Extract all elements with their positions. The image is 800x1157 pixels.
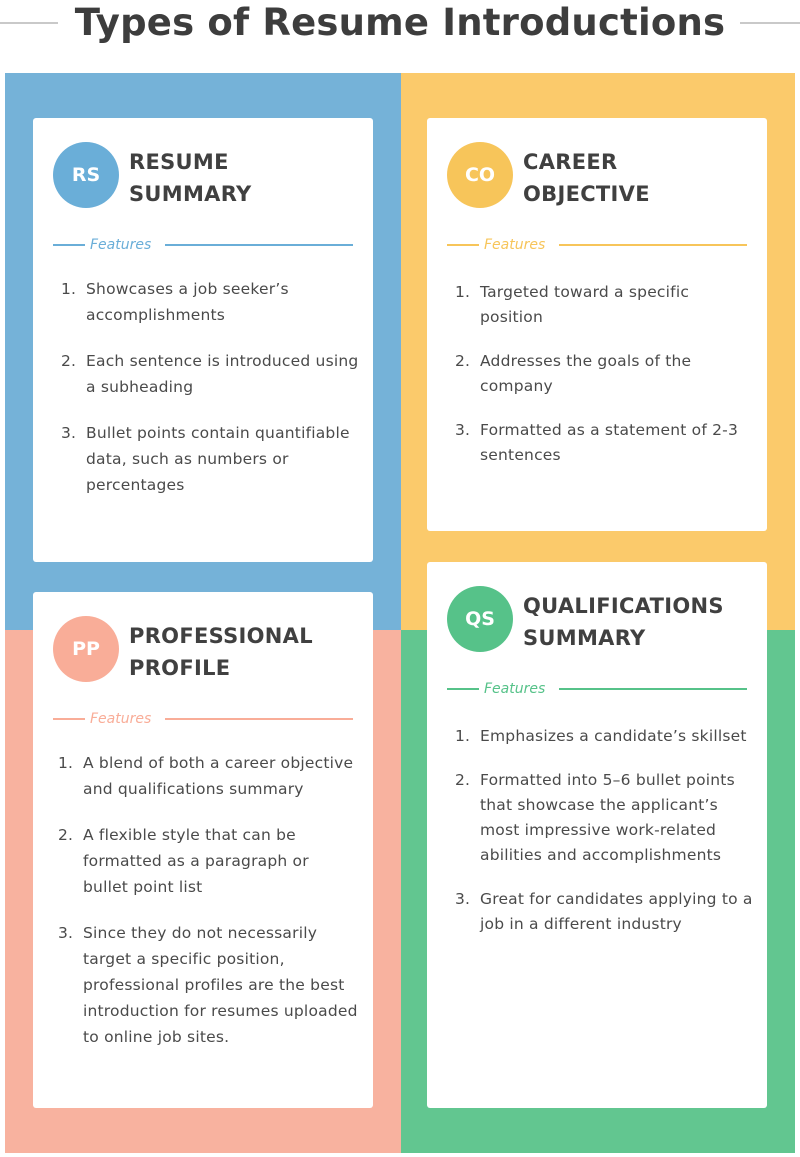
features-label: Features	[90, 237, 152, 253]
badge-co: CO	[447, 142, 513, 208]
list-item	[58, 920, 358, 1050]
features-label: Features	[484, 681, 546, 697]
divider-line	[165, 718, 353, 720]
card-title-line: SUMMARY	[129, 182, 252, 206]
features-divider	[53, 234, 353, 256]
list-number: 1.	[455, 283, 471, 301]
list-item-text: A flexible style that can be formatted as a paragraph or bullet point list	[83, 826, 309, 896]
features-divider	[53, 708, 353, 730]
features-divider	[447, 234, 747, 256]
feature-list	[455, 724, 760, 956]
feature-list	[58, 750, 358, 1070]
card-title-line: CAREER	[523, 150, 618, 174]
list-number: 2.	[58, 826, 74, 844]
list-item	[455, 418, 755, 468]
list-item	[61, 348, 361, 400]
card-title-line: RESUME	[129, 150, 229, 174]
list-item-text: Targeted toward a specific position	[480, 283, 690, 326]
list-item-text: Formatted into 5–6 bullet points that showcase the applicant’s most impressive work-related abilities and accomplishments	[480, 771, 735, 864]
card-title-line: OBJECTIVE	[523, 182, 650, 206]
list-number: 3.	[61, 424, 77, 442]
list-number: 2.	[455, 771, 471, 789]
feature-list	[455, 280, 755, 487]
list-item	[455, 768, 760, 868]
card-title	[129, 146, 369, 210]
list-item	[455, 724, 760, 749]
card-title-line: PROFILE	[129, 656, 231, 680]
badge-qs: QS	[447, 586, 513, 652]
list-item-text: Each sentence is introduced using a subheading	[86, 352, 359, 396]
card-qualifications-summary	[427, 562, 767, 1108]
list-number: 3.	[455, 421, 471, 439]
list-item-text: A blend of both a career objective and qualifications summary	[83, 754, 354, 798]
divider-line	[559, 688, 747, 690]
card-professional-profile	[33, 592, 373, 1108]
divider-line	[447, 244, 479, 246]
list-item	[455, 349, 755, 399]
list-item	[58, 822, 358, 900]
card-title	[129, 620, 369, 684]
list-item	[61, 420, 361, 498]
badge-rs: RS	[53, 142, 119, 208]
list-number: 3.	[455, 890, 471, 908]
list-number: 1.	[61, 280, 77, 298]
list-number: 2.	[455, 352, 471, 370]
list-number: 1.	[58, 754, 74, 772]
features-label: Features	[484, 237, 546, 253]
list-item	[61, 276, 361, 328]
list-item	[455, 887, 760, 937]
list-item-text: Addresses the goals of the company	[480, 352, 692, 395]
features-divider	[447, 678, 747, 700]
card-career-objective	[427, 118, 767, 531]
card-title	[523, 146, 763, 210]
list-item	[455, 280, 755, 330]
list-item-text: Since they do not necessarily target a specific position, professional profiles are the best introduction for resumes uploaded to online job sites.	[83, 924, 358, 1046]
list-item-text: Showcases a job seeker’s accomplishments	[86, 280, 289, 324]
divider-line	[53, 718, 85, 720]
feature-list	[61, 276, 361, 518]
list-number: 2.	[61, 352, 77, 370]
header	[0, 0, 800, 72]
list-item-text: Emphasizes a candidate’s skillset	[480, 727, 747, 745]
badge-pp: PP	[53, 616, 119, 682]
list-item-text: Great for candidates applying to a job in a different industry	[480, 890, 753, 933]
divider-line	[447, 688, 479, 690]
card-title-line: QUALIFICATIONS	[523, 594, 724, 618]
list-item	[58, 750, 358, 802]
list-number: 1.	[455, 727, 471, 745]
list-number: 3.	[58, 924, 74, 942]
page-title: Types of Resume Introductions	[74, 1, 726, 44]
divider-line	[165, 244, 353, 246]
card-title-line: SUMMARY	[523, 626, 646, 650]
list-item-text: Bullet points contain quantifiable data, such as numbers or percentages	[86, 424, 350, 494]
card-title	[523, 590, 763, 654]
card-title-line: PROFESSIONAL	[129, 624, 313, 648]
divider-line	[559, 244, 747, 246]
card-resume-summary	[33, 118, 373, 562]
list-item-text: Formatted as a statement of 2-3 sentences	[480, 421, 739, 464]
divider-line	[53, 244, 85, 246]
features-label: Features	[90, 711, 152, 727]
